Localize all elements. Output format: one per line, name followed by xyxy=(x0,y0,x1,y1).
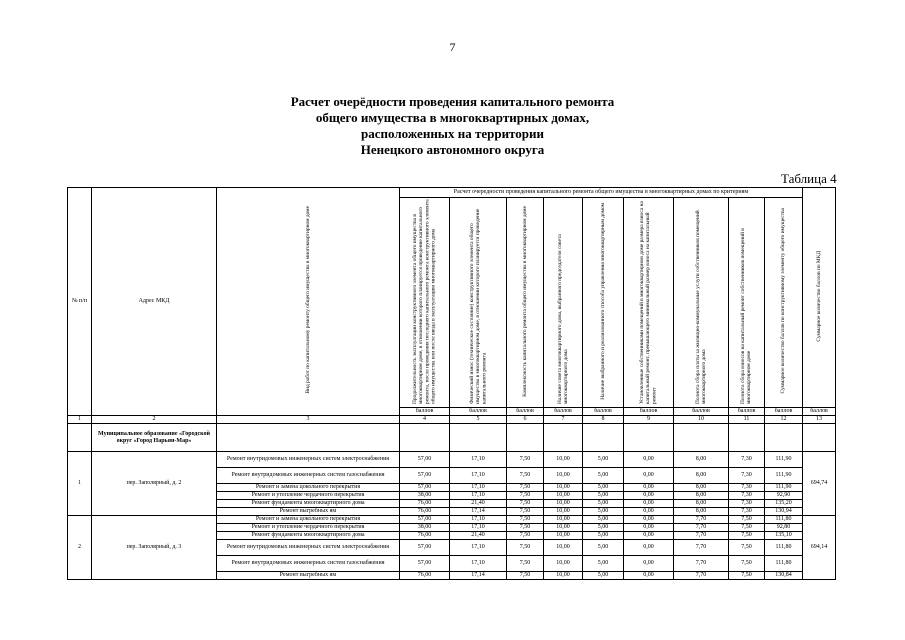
work-type: Ремонт выгребных ям xyxy=(217,508,400,516)
empty-cell xyxy=(803,424,836,452)
criterion-header: Наличие выбранного и реализованного способа управления многоквартирным домом xyxy=(583,198,624,408)
score-cell: 10,00 xyxy=(544,556,583,572)
score-cell: 7,30 xyxy=(729,500,765,508)
score-cell: 10,00 xyxy=(544,508,583,516)
score-cell: 7,50 xyxy=(507,508,544,516)
score-cell: 5,00 xyxy=(583,556,624,572)
column-number: 2 xyxy=(92,416,217,424)
empty-cell xyxy=(583,424,624,452)
score-cell: 7,50 xyxy=(507,524,544,532)
score-cell: 7,50 xyxy=(507,556,544,572)
score-cell: 7,50 xyxy=(729,516,765,524)
score-cell: 5,00 xyxy=(583,532,624,540)
score-cell: 7,50 xyxy=(729,540,765,556)
score-cell: 10,00 xyxy=(544,452,583,468)
score-cell: 8,00 xyxy=(674,468,729,484)
criterion-header: Полнота сбора платы за жилищно-коммунальные услуги собственников помещений многоквартирного дома xyxy=(674,198,729,408)
table-label: Таблица 4 xyxy=(781,171,837,186)
score-cell: 135,20 xyxy=(765,500,803,508)
score-cell: 130,94 xyxy=(765,508,803,516)
score-cell: 7,30 xyxy=(729,492,765,500)
score-cell: 7,50 xyxy=(507,484,544,492)
score-cell: 7,50 xyxy=(507,500,544,508)
column-number: 4 xyxy=(400,416,450,424)
score-cell: 0,00 xyxy=(624,572,674,580)
column-number: 11 xyxy=(729,416,765,424)
score-cell: 111,80 xyxy=(765,556,803,572)
score-cell: 7,70 xyxy=(674,532,729,540)
header-num: № п/п xyxy=(68,188,92,416)
score-cell: 8,00 xyxy=(674,508,729,516)
unit-cell: баллов xyxy=(400,408,450,416)
work-type: Ремонт и замена цокольного перекрытия xyxy=(217,516,400,524)
score-cell: 17,14 xyxy=(450,508,507,516)
work-type: Ремонт и утепление чердачного перекрытия xyxy=(217,492,400,500)
score-cell: 0,00 xyxy=(624,484,674,492)
score-cell: 7,50 xyxy=(729,524,765,532)
score-cell: 7,70 xyxy=(674,524,729,532)
empty-cell xyxy=(729,424,765,452)
work-type: Ремонт фундамента многоквартирного дома xyxy=(217,500,400,508)
column-number: 1 xyxy=(68,416,92,424)
score-cell: 21,40 xyxy=(450,532,507,540)
empty-cell xyxy=(507,424,544,452)
empty-cell xyxy=(400,424,450,452)
unit-cell: баллов xyxy=(674,408,729,416)
score-cell: 7,50 xyxy=(507,572,544,580)
empty-cell xyxy=(450,424,507,452)
score-cell: 57,00 xyxy=(400,516,450,524)
score-cell: 0,00 xyxy=(624,516,674,524)
house-address: пер. Заполярный, д. 3 xyxy=(92,516,217,580)
score-cell: 5,00 xyxy=(583,500,624,508)
score-cell: 92,80 xyxy=(765,524,803,532)
column-number: 3 xyxy=(217,416,400,424)
score-cell: 17,10 xyxy=(450,556,507,572)
empty-cell xyxy=(544,424,583,452)
municipality-name: Муниципальное образование «Городской округ «Город Нарьян-Мар» xyxy=(92,424,217,452)
score-cell: 10,00 xyxy=(544,540,583,556)
work-type: Ремонт и замена цокольного перекрытия xyxy=(217,484,400,492)
house-number: 1 xyxy=(68,452,92,516)
criteria-header: Расчет очередности проведения капитального ремонта общего имущества в многоквартирных домах по критериям xyxy=(400,188,803,198)
score-cell: 10,00 xyxy=(544,572,583,580)
score-cell: 76,00 xyxy=(400,500,450,508)
column-number: 12 xyxy=(765,416,803,424)
score-cell: 0,00 xyxy=(624,500,674,508)
work-type: Ремонт внутридомовых инженерных систем газоснабжения xyxy=(217,468,400,484)
score-cell: 76,00 xyxy=(400,572,450,580)
score-cell: 7,50 xyxy=(507,492,544,500)
score-cell: 130,84 xyxy=(765,572,803,580)
criterion-header: Наличие совета многоквартирного дома, выбранного председателя совета многоквартирного дома xyxy=(544,198,583,408)
work-type: Ремонт внутридомовых инженерных систем электроснабжения xyxy=(217,540,400,556)
score-cell: 17,10 xyxy=(450,524,507,532)
page-number: 7 xyxy=(449,40,456,54)
criterion-header: Полнота сбора взносов на капитальный ремонт собственников помещений в многоквартирном доме xyxy=(729,198,765,408)
score-cell: 10,00 xyxy=(544,492,583,500)
score-cell: 111,90 xyxy=(765,484,803,492)
score-cell: 10,00 xyxy=(544,524,583,532)
score-cell: 5,00 xyxy=(583,516,624,524)
score-cell: 21,40 xyxy=(450,500,507,508)
empty-cell xyxy=(217,424,400,452)
score-cell: 5,00 xyxy=(583,484,624,492)
score-cell: 57,00 xyxy=(400,556,450,572)
score-cell: 7,50 xyxy=(729,556,765,572)
criterion-header: Физический износ (техническое состояние) конструктивного элемента общего имущества в многоквартирном доме, в отношении которого планируется проведение капитального ремонта xyxy=(450,198,507,408)
work-type: Ремонт и утепление чердачного перекрытия xyxy=(217,524,400,532)
score-cell: 10,00 xyxy=(544,516,583,524)
score-cell: 7,50 xyxy=(729,572,765,580)
work-type: Ремонт внутридомовых инженерных систем газоснабжения xyxy=(217,556,400,572)
score-cell: 111,80 xyxy=(765,540,803,556)
header-total-mkd: Суммарное количество баллов по МКД xyxy=(803,188,836,408)
header-work-type: Вид работ по капитальному ремонту общего имущества в многоквартирном доме xyxy=(217,188,400,416)
empty-cell xyxy=(765,424,803,452)
score-cell: 7,30 xyxy=(729,484,765,492)
work-type: Ремонт выгребных ям xyxy=(217,572,400,580)
house-address: пер. Заполярный, д. 2 xyxy=(92,452,217,516)
score-cell: 10,00 xyxy=(544,532,583,540)
column-number: 7 xyxy=(544,416,583,424)
score-cell: 5,00 xyxy=(583,492,624,500)
score-cell: 135,10 xyxy=(765,532,803,540)
column-number: 6 xyxy=(507,416,544,424)
score-cell: 17,10 xyxy=(450,516,507,524)
score-cell: 7,50 xyxy=(507,452,544,468)
criterion-header: Продолжительность эксплуатации конструктивного элемента общего имущества в многоквартирном доме, в отношении которого планируется проведение капитального ремонта, после проведения последнего капитального ремонта конструктивного элемента общего имущества или после ввода в эксплуатацию многоквартирного дома xyxy=(400,198,450,408)
score-cell: 10,00 xyxy=(544,468,583,484)
empty-cell xyxy=(68,424,92,452)
score-cell: 111,90 xyxy=(765,468,803,484)
score-cell: 7,30 xyxy=(729,508,765,516)
unit-cell: баллов xyxy=(624,408,674,416)
score-cell: 10,00 xyxy=(544,484,583,492)
house-rows xyxy=(68,452,836,580)
score-cell: 0,00 xyxy=(624,540,674,556)
score-cell: 17,10 xyxy=(450,468,507,484)
score-cell: 8,00 xyxy=(674,484,729,492)
score-cell: 17,10 xyxy=(450,540,507,556)
score-cell: 0,00 xyxy=(624,532,674,540)
unit-cell: баллов xyxy=(507,408,544,416)
empty-cell xyxy=(624,424,674,452)
unit-cell: баллов xyxy=(765,408,803,416)
score-cell: 7,70 xyxy=(674,572,729,580)
table-row xyxy=(68,516,836,524)
score-cell: 5,00 xyxy=(583,508,624,516)
score-cell: 17,10 xyxy=(450,492,507,500)
document-title xyxy=(0,94,905,158)
score-cell: 92,90 xyxy=(765,492,803,500)
score-cell: 0,00 xyxy=(624,468,674,484)
title-line: Расчет очерёдности проведения капитального ремонта xyxy=(290,94,615,109)
score-cell: 7,30 xyxy=(729,468,765,484)
score-cell: 7,70 xyxy=(674,540,729,556)
title-line: общего имущества в многоквартирных домах, xyxy=(315,110,590,125)
header-address: Адрес МКД xyxy=(92,188,217,416)
score-cell: 5,00 xyxy=(583,540,624,556)
priority-table xyxy=(67,187,836,580)
score-cell: 76,00 xyxy=(400,532,450,540)
column-number: 10 xyxy=(674,416,729,424)
house-number: 2 xyxy=(68,516,92,580)
score-cell: 57,00 xyxy=(400,468,450,484)
score-cell: 10,00 xyxy=(544,500,583,508)
house-total: 694,74 xyxy=(803,452,836,516)
score-cell: 0,00 xyxy=(624,508,674,516)
criterion-header: Суммарное количество баллов по конструктивному элементу общего имущества xyxy=(765,198,803,408)
score-cell: 0,00 xyxy=(624,452,674,468)
score-cell: 8,00 xyxy=(674,452,729,468)
score-cell: 5,00 xyxy=(583,572,624,580)
criterion-header: Комплексность капитального ремонта общего имущества в многоквартирном доме xyxy=(507,198,544,408)
score-cell: 38,00 xyxy=(400,492,450,500)
score-cell: 5,00 xyxy=(583,468,624,484)
score-cell: 7,50 xyxy=(507,540,544,556)
score-cell: 7,50 xyxy=(507,516,544,524)
score-cell: 17,10 xyxy=(450,452,507,468)
score-cell: 57,00 xyxy=(400,452,450,468)
score-cell: 111,90 xyxy=(765,452,803,468)
criterion-header: Установленные собственниками помещений в многоквартирном доме размера взноса на капитальный ремонт, превышающего минимальный размер взноса на капитальный ремонт xyxy=(624,198,674,408)
table-row xyxy=(68,452,836,468)
score-cell: 38,00 xyxy=(400,524,450,532)
score-cell: 7,70 xyxy=(674,556,729,572)
empty-cell xyxy=(674,424,729,452)
unit-cell: баллов xyxy=(729,408,765,416)
unit-cell: баллов xyxy=(803,408,836,416)
score-cell: 17,10 xyxy=(450,484,507,492)
score-cell: 5,00 xyxy=(583,524,624,532)
score-cell: 7,50 xyxy=(507,532,544,540)
work-type: Ремонт фундамента многоквартирного дома xyxy=(217,532,400,540)
score-cell: 111,80 xyxy=(765,516,803,524)
title-line: расположенных на территории xyxy=(361,126,544,141)
work-type: Ремонт внутридомовых инженерных систем электроснабжения xyxy=(217,452,400,468)
column-number: 13 xyxy=(803,416,836,424)
score-cell: 8,00 xyxy=(674,492,729,500)
score-cell: 0,00 xyxy=(624,492,674,500)
unit-cell: баллов xyxy=(450,408,507,416)
column-number: 9 xyxy=(624,416,674,424)
score-cell: 17,14 xyxy=(450,572,507,580)
score-cell: 0,00 xyxy=(624,524,674,532)
score-cell: 7,50 xyxy=(729,532,765,540)
score-cell: 76,00 xyxy=(400,508,450,516)
title-line: Ненецкого автономного округа xyxy=(360,142,545,157)
score-cell: 57,00 xyxy=(400,540,450,556)
score-cell: 0,00 xyxy=(624,556,674,572)
score-cell: 7,50 xyxy=(507,468,544,484)
score-cell: 7,30 xyxy=(729,452,765,468)
column-number: 5 xyxy=(450,416,507,424)
unit-cell: баллов xyxy=(583,408,624,416)
score-cell: 7,70 xyxy=(674,516,729,524)
column-number: 8 xyxy=(583,416,624,424)
score-cell: 5,00 xyxy=(583,452,624,468)
unit-cell: баллов xyxy=(544,408,583,416)
score-cell: 8,00 xyxy=(674,500,729,508)
house-total: 694,14 xyxy=(803,516,836,580)
score-cell: 57,00 xyxy=(400,484,450,492)
